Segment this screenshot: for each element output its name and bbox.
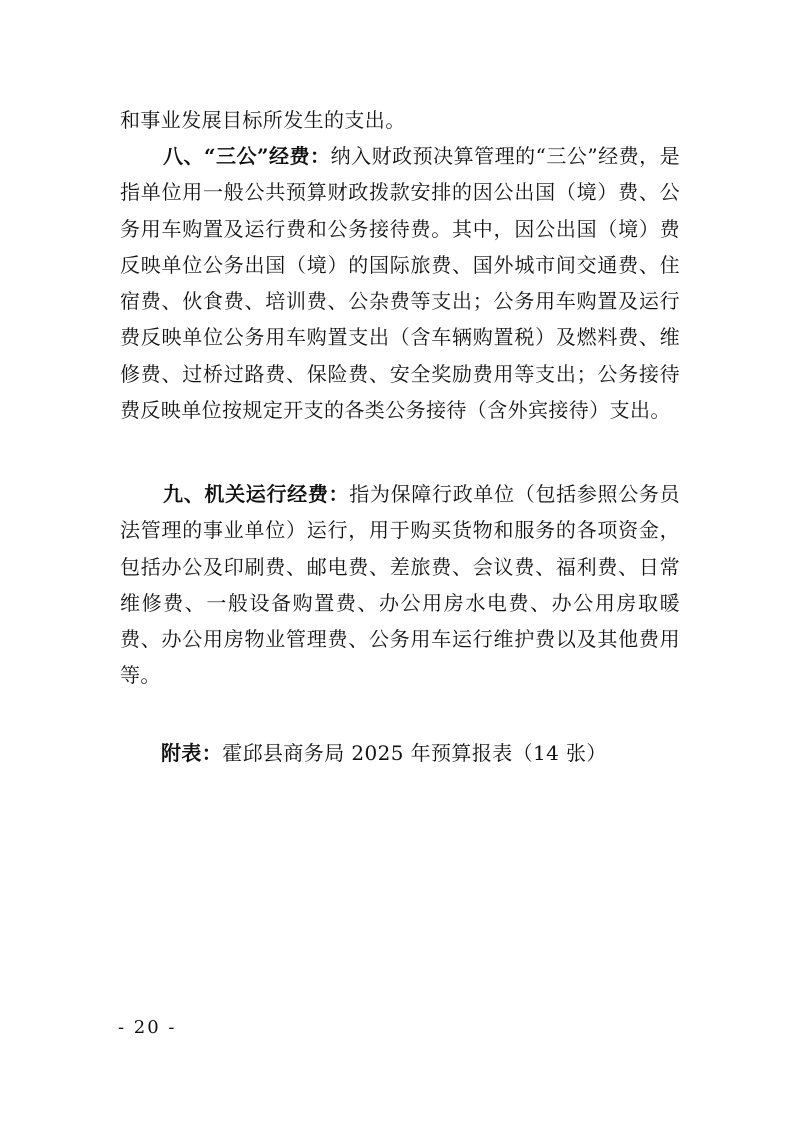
- page-number: - 20 -: [118, 1017, 177, 1038]
- appendix-label: 附表：: [161, 741, 223, 765]
- section-9-heading: 九、机关运行经费：: [163, 482, 350, 506]
- section-9: [120, 476, 680, 694]
- intro-line: 和事业发展目标所发生的支出。: [120, 108, 406, 132]
- intro-paragraph: [120, 102, 680, 138]
- section-8-paragraph: [120, 138, 680, 428]
- section-8-heading: 八、“三公”经费：: [163, 144, 331, 168]
- section-8: [120, 138, 680, 428]
- section-9-paragraph: [120, 476, 680, 694]
- appendix-line: [161, 737, 607, 769]
- appendix-text: 霍邱县商务局 2025 年预算报表（14 张）: [222, 741, 607, 765]
- section-8-body: 纳入财政预决算管理的“三公”经费，是指单位用一般公共预算财政拨款安排的因公出国（境）费、公务用车购置及运行费和公务接待费。其中，因公出国（境）费反映单位公务出国（境）的国际旅费、国外城市间交通费、住宿费、伙食费、培训费、公杂费等支出；公务用车购置及运行费反映单位公务用车购置支出（含车辆购置税）及燃料费、维修费、过桥过路费、保险费、安全奖励费用等支出；公务接待费反映单位按规定开支的各类公务接待（含外宾接待）支出。: [120, 144, 680, 423]
- section-9-body: 指为保障行政单位（包括参照公务员法管理的事业单位）运行，用于购买货物和服务的各项资金，包括办公及印刷费、邮电费、差旅费、会议费、福利费、日常维修费、一般设备购置费、办公用房水电费、办公用房取暖费、办公用房物业管理费、公务用车运行维护费以及其他费用等。: [120, 482, 680, 688]
